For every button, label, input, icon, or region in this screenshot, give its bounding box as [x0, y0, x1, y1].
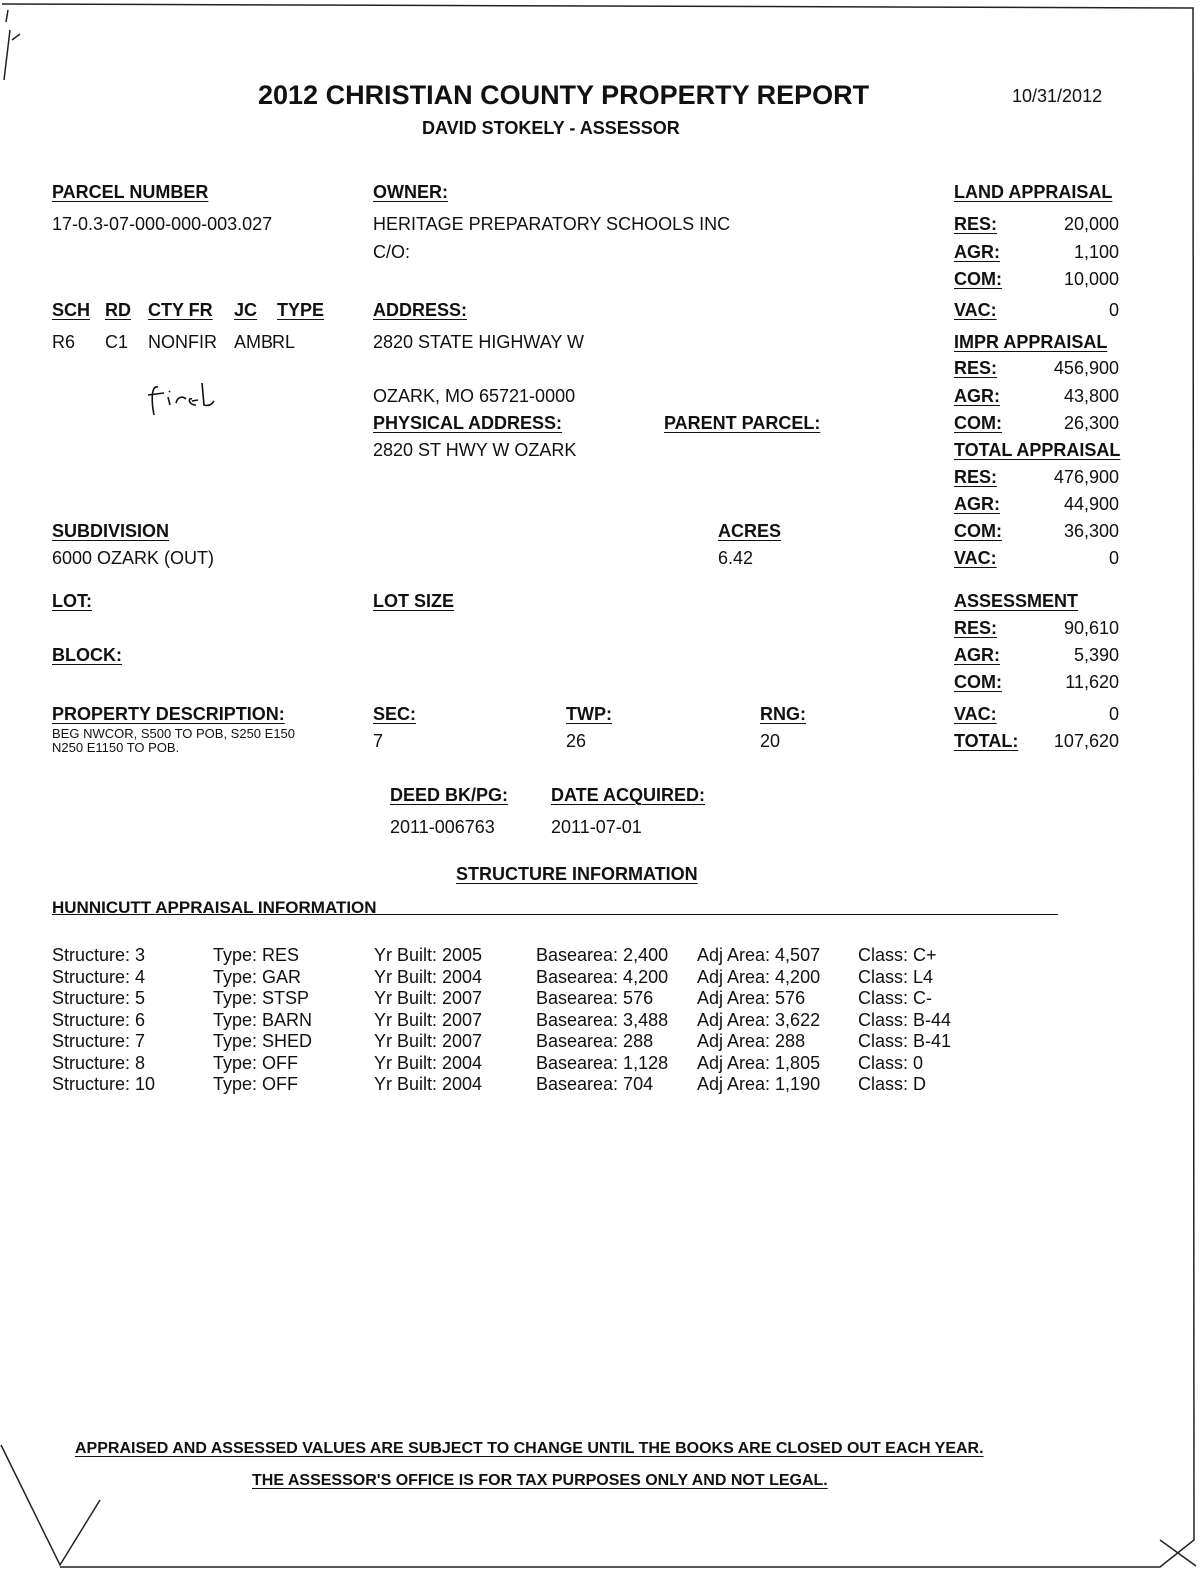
structure-id: Structure: 5 — [52, 988, 146, 1008]
physical-address-value: 2820 ST HWY W OZARK — [373, 440, 577, 460]
owner-name: HERITAGE PREPARATORY SCHOOLS INC — [373, 214, 731, 234]
total-agr-label: AGR: — [954, 494, 1000, 514]
total-res-label: RES: — [954, 467, 998, 487]
structure-basearea: Basearea: 576 — [536, 988, 654, 1008]
impr-agr-label: AGR: — [954, 386, 1000, 406]
impr-com-label: COM: — [954, 413, 1002, 433]
address-line1: 2820 STATE HIGHWAY W — [373, 332, 585, 352]
deed-label: DEED BK/PG: — [390, 785, 509, 805]
date-acquired-label: DATE ACQUIRED: — [551, 785, 705, 805]
code-header-sch: SCH — [52, 300, 91, 320]
assess-agr-value: 5,390 — [1073, 645, 1119, 665]
structure-class: Class: L4 — [858, 966, 934, 987]
acres-value: 6.42 — [718, 548, 754, 568]
assess-vac-value: 0 — [1108, 704, 1119, 724]
assess-agr-label: AGR: — [954, 645, 1000, 665]
date-acquired-value: 2011-07-01 — [551, 817, 642, 837]
structure-type: Type: OFF — [213, 1074, 299, 1094]
assess-vac-label: VAC: — [954, 704, 997, 724]
land-agr-label: AGR: — [954, 242, 1000, 262]
land-agr-value: 1,100 — [1073, 242, 1119, 262]
structure-type: Type: OFF — [213, 1052, 299, 1073]
assess-total-value: 107,620 — [1053, 731, 1119, 751]
total-com-label: COM: — [954, 521, 1002, 541]
assess-com-value: 11,620 — [1065, 672, 1119, 692]
structure-basearea: Basearea: 288 — [536, 1031, 654, 1051]
structure-adjarea: Adj Area: 3,622 — [697, 1009, 821, 1030]
structure-id: Structure: 3 — [52, 945, 146, 965]
structure-type: Type: GAR — [213, 966, 302, 987]
parent-parcel-label: PARENT PARCEL: — [664, 413, 821, 433]
impr-com-value: 26,300 — [1063, 413, 1119, 433]
structure-id: Structure: 10 — [52, 1074, 156, 1094]
acres-label: ACRES — [718, 521, 782, 541]
assess-com-label: COM: — [954, 672, 1002, 692]
structure-class: Class: 0 — [858, 1052, 924, 1073]
structure-year: Yr Built: 2004 — [374, 1052, 483, 1073]
assessor-name: DAVID STOKELY - ASSESSOR — [422, 118, 680, 138]
land-res-label: RES: — [954, 214, 998, 234]
code-header-jc: JC — [234, 300, 258, 320]
assessment-label: ASSESSMENT — [954, 591, 1079, 611]
structure-year: Yr Built: 2004 — [374, 966, 483, 987]
structure-id: Structure: 4 — [52, 966, 146, 987]
total-vac-label: VAC: — [954, 548, 997, 568]
parcel-number-value: 17-0.3-07-000-000-003.027 — [52, 214, 273, 234]
structure-adjarea: Adj Area: 4,200 — [697, 966, 821, 987]
report-date: 10/31/2012 — [1012, 86, 1103, 106]
code-header-rd: RD — [105, 300, 131, 320]
property-description-label: PROPERTY DESCRIPTION: — [52, 704, 285, 724]
footer-disclaimer-2: THE ASSESSOR'S OFFICE IS FOR TAX PURPOSES ONLY AND NOT LEGAL. — [252, 1472, 828, 1489]
structure-info-title: STRUCTURE INFORMATION — [456, 864, 698, 884]
structure-id: Structure: 7 — [52, 1031, 146, 1051]
impr-res-label: RES: — [954, 358, 998, 378]
structure-year: Yr Built: 2005 — [374, 945, 483, 965]
total-appraisal-label: TOTAL APPRAISAL — [954, 440, 1121, 460]
structure-type: Type: RES — [213, 945, 300, 965]
structure-class: Class: C- — [858, 988, 933, 1008]
structure-adjarea: Adj Area: 4,507 — [697, 945, 821, 965]
assess-res-label: RES: — [954, 618, 998, 638]
address-label: ADDRESS: — [373, 300, 468, 320]
assess-total-label: TOTAL: — [954, 731, 1019, 751]
subdivision-value: 6000 OZARK (OUT) — [52, 548, 215, 568]
structure-basearea: Basearea: 1,128 — [536, 1052, 669, 1073]
structure-basearea: Basearea: 3,488 — [536, 1009, 669, 1030]
twp-value: 26 — [566, 731, 587, 751]
impr-appraisal-label: IMPR APPRAISAL — [954, 332, 1108, 352]
structure-adjarea: Adj Area: 1,190 — [697, 1074, 821, 1094]
structure-adjarea: Adj Area: 1,805 — [697, 1052, 821, 1073]
structure-year: Yr Built: 2007 — [374, 988, 483, 1008]
code-header-type: TYPE — [277, 300, 325, 320]
lot-label: LOT: — [52, 591, 92, 611]
owner-co: C/O: — [373, 242, 411, 262]
rng-value: 20 — [760, 731, 781, 751]
structure-class: Class: B-44 — [858, 1009, 952, 1030]
sec-label: SEC: — [373, 704, 417, 724]
report-title: 2012 CHRISTIAN COUNTY PROPERTY REPORT — [258, 80, 870, 110]
structure-type: Type: SHED — [213, 1031, 313, 1051]
structure-id: Structure: 6 — [52, 1009, 146, 1030]
footer-disclaimer-1: APPRAISED AND ASSESSED VALUES ARE SUBJECT TO CHANGE UNTIL THE BOOKS ARE CLOSED OUT EACH YEAR. — [75, 1440, 984, 1457]
total-vac-value: 0 — [1108, 548, 1119, 568]
land-res-value: 20,000 — [1063, 214, 1119, 234]
code-type: RL — [272, 332, 296, 352]
structure-basearea: Basearea: 704 — [536, 1074, 654, 1094]
deed-value: 2011-006763 — [390, 817, 495, 837]
address-line2: OZARK, MO 65721-0000 — [373, 386, 576, 406]
structure-class: Class: B-41 — [858, 1031, 952, 1051]
section-divider — [52, 914, 1058, 915]
parcel-number-label: PARCEL NUMBER — [52, 182, 209, 202]
total-agr-value: 44,900 — [1063, 494, 1119, 514]
total-res-value: 476,900 — [1053, 467, 1119, 487]
code-ctyfr: NONFIR — [148, 332, 217, 352]
structure-class: Class: D — [858, 1074, 927, 1094]
land-com-value: 10,000 — [1063, 269, 1119, 289]
code-sch: R6 — [52, 332, 76, 352]
owner-label: OWNER: — [373, 182, 448, 202]
sec-value: 7 — [373, 731, 384, 751]
impr-agr-value: 43,800 — [1063, 386, 1119, 406]
structure-basearea: Basearea: 2,400 — [536, 945, 669, 965]
impr-res-value: 456,900 — [1053, 358, 1119, 378]
structure-adjarea: Adj Area: 576 — [697, 988, 806, 1008]
structure-class: Class: C+ — [858, 945, 937, 965]
assess-res-value: 90,610 — [1063, 618, 1119, 638]
code-jc: AMB — [234, 332, 274, 352]
hunnicutt-title: HUNNICUTT APPRAISAL INFORMATION — [52, 898, 377, 917]
code-header-ctyfr: CTY FR — [148, 300, 213, 320]
land-vac-value: 0 — [1108, 300, 1119, 320]
subdivision-label: SUBDIVISION — [52, 521, 170, 541]
structure-type: Type: STSP — [213, 988, 310, 1008]
structure-id: Structure: 8 — [52, 1052, 146, 1073]
block-label: BLOCK: — [52, 645, 122, 665]
structure-year: Yr Built: 2007 — [374, 1009, 483, 1030]
structure-year: Yr Built: 2004 — [374, 1074, 483, 1094]
property-description-line1: BEG NWCOR, S500 TO POB, S250 E150 — [52, 726, 296, 741]
land-vac-label: VAC: — [954, 300, 997, 320]
structure-adjarea: Adj Area: 288 — [697, 1031, 806, 1051]
handwritten-note — [140, 375, 230, 420]
land-com-label: COM: — [954, 269, 1002, 289]
structure-type: Type: BARN — [213, 1009, 313, 1030]
code-rd: C1 — [105, 332, 129, 352]
structure-year: Yr Built: 2007 — [374, 1031, 483, 1051]
property-description-line2: N250 E1150 TO POB. — [52, 740, 180, 755]
land-appraisal-label: LAND APPRAISAL — [954, 182, 1113, 202]
twp-label: TWP: — [566, 704, 612, 724]
total-com-value: 36,300 — [1063, 521, 1119, 541]
lot-size-label: LOT SIZE — [373, 591, 454, 611]
structure-basearea: Basearea: 4,200 — [536, 966, 669, 987]
physical-address-label: PHYSICAL ADDRESS: — [373, 413, 563, 433]
rng-label: RNG: — [760, 704, 806, 724]
